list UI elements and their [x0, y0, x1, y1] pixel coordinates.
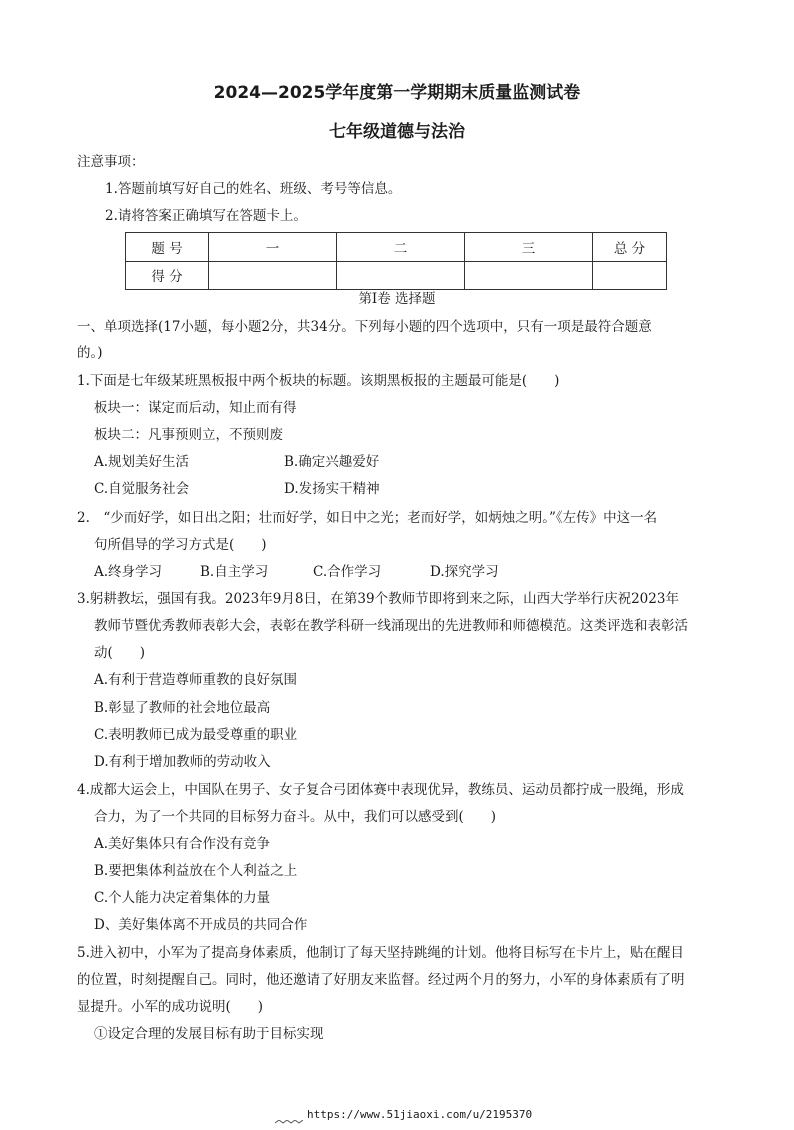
question-2-option: D.探究学习 [430, 564, 499, 580]
question-3-option: B.彰显了教师的社会地位最高 [94, 700, 271, 716]
question-3-option: D.有利于增加教师的劳动收入 [94, 754, 271, 770]
table-header-cell: 一 [209, 233, 337, 262]
score-cell [209, 261, 337, 290]
question-4-option: D、美好集体离不开成员的共同合作 [94, 917, 308, 933]
question-1-option: A.规划美好生活 [94, 454, 190, 470]
question-2-option: A.终身学习 [94, 564, 163, 580]
question-1-option: C.自觉服务社会 [94, 481, 190, 497]
table-header-cell: 三 [465, 233, 593, 262]
question-4-stem: 合力，为了一个共同的目标努力奋斗。从中，我们可以感受到( ) [94, 809, 497, 825]
question-3-option: A.有利于营造尊师重教的良好氛围 [94, 672, 298, 688]
question-1-block: 板块一：谋定而后动，知止而有得 [94, 400, 297, 416]
watermark-icon [275, 1111, 303, 1130]
score-cell [593, 261, 667, 290]
exam-title: 2024—2025学年度第一学期期末质量监测试卷 [213, 83, 581, 103]
score-table-row [126, 261, 667, 290]
exam-subtitle: 七年级道德与法治 [329, 122, 465, 142]
question-2-stem: 2. “少而好学，如日出之阳；壮而好学，如日中之光；老而好学，如炳烛之明。”《左传》中这一名 [77, 510, 658, 526]
question-3-stem: 教师节暨优秀教师表彰大会，表彰在教学科研一线涌现出的先进教师和师德模范。这类评选和表彰活 [94, 618, 688, 634]
question-5-stem: 显提升。小军的成功说明( ) [77, 999, 264, 1015]
score-table [125, 232, 667, 290]
question-1-option: B.确定兴趣爱好 [284, 454, 380, 470]
question-5-stem: 5.进入初中，小军为了提高身体素质，他制订了每天坚持跳绳的计划。他将目标写在卡片上，贴在醒目 [77, 945, 684, 961]
notice-heading: 注意事项： [77, 154, 145, 170]
question-3-option: C.表明教师已成为最受尊重的职业 [94, 727, 298, 743]
question-4-stem: 4.成都大运会上，中国队在男子、女子复合弓团体赛中表现优异，教练员、运动员都拧成一股绳，形成 [77, 782, 684, 798]
question-3-stem: 动( ) [94, 645, 146, 661]
question-5-item: ①设定合理的发展目标有助于目标实现 [94, 1026, 324, 1042]
table-row-label: 得 分 [126, 261, 209, 290]
question-2-option: C.合作学习 [313, 564, 382, 580]
score-cell [465, 261, 593, 290]
question-4-option: B.要把集体利益放在个人利益之上 [94, 863, 298, 879]
question-4-option: C.个人能力决定着集体的力量 [94, 890, 271, 906]
question-1-block: 板块二：凡事预则立，不预则废 [94, 427, 283, 443]
section-title: 第Ⅰ卷 选择题 [358, 291, 436, 307]
notice-item: 1.答题前填写好自己的姓名、班级、考号等信息。 [105, 181, 402, 197]
footer-url: https://www.51jiaoxi.com/u/2195370 [307, 1108, 533, 1121]
score-table-header-row [126, 233, 667, 262]
table-header-cell: 总 分 [593, 233, 667, 262]
score-cell [337, 261, 465, 290]
question-2-option: B.自主学习 [200, 564, 269, 580]
instructions-line: 一、单项选择(17小题，每小题2分，共34分。下列每小题的四个选项中，只有一项是最符合题意 [77, 319, 652, 335]
instructions-line: 的。) [77, 345, 103, 361]
notice-item: 2.请将答案正确填写在答题卡上。 [105, 208, 307, 224]
question-5-stem: 的位置，时刻提醒自己。同时，他还邀请了好朋友来监督。经过两个月的努力，小军的身体素质有了明 [77, 972, 685, 988]
question-2-stem: 句所倡导的学习方式是( ) [94, 537, 267, 553]
question-4-option: A.美好集体只有合作没有竞争 [94, 836, 271, 852]
question-1-stem: 1.下面是七年级某班黑板报中两个板块的标题。该期黑板报的主题最可能是( ) [77, 373, 560, 389]
table-header-cell: 二 [337, 233, 465, 262]
question-3-stem: 3.躬耕教坛，强国有我。2023年9月8日，在第39个教师节即将到来之际，山西大学举行庆祝2023年 [77, 591, 679, 607]
question-1-option: D.发扬实干精神 [284, 481, 380, 497]
table-header-cell: 题 号 [126, 233, 209, 262]
